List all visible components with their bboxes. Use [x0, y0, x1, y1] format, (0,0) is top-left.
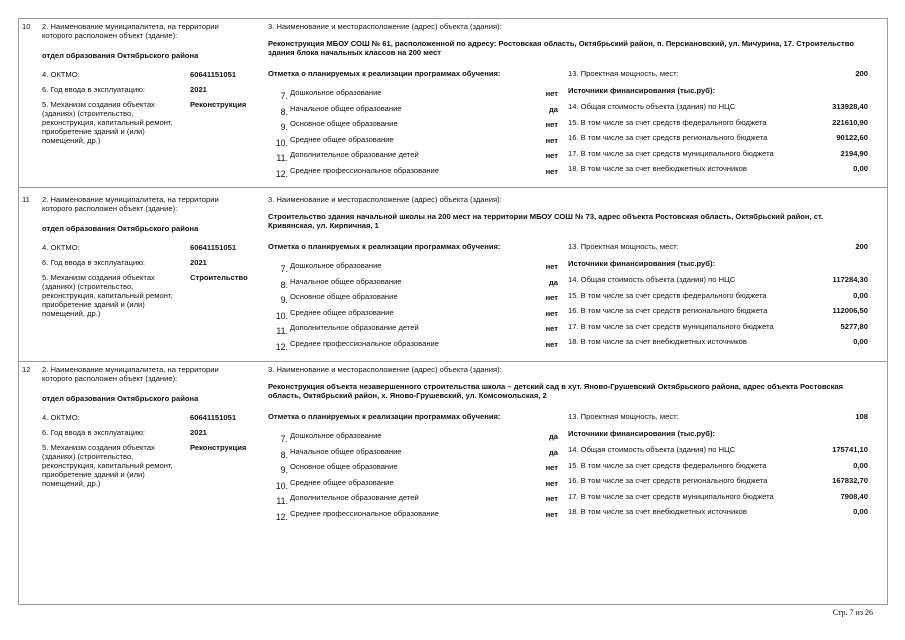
programs-label: Отметка о планируемых к реализации программах обучения:	[268, 412, 501, 421]
program-label: Дошкольное образование	[290, 261, 382, 270]
finance-item-value: 0,00	[853, 290, 868, 300]
finance-item-value: 0,00	[853, 507, 868, 516]
program-label: Дополнительное образование детей	[290, 150, 419, 159]
program-value: нет	[545, 339, 558, 349]
program-label: Дополнительное образование детей	[290, 493, 419, 502]
program-number: 7.	[280, 434, 288, 444]
program-value: да	[548, 447, 558, 457]
object-value: Реконструкция объекта незавершенного строительства школа – детский сад в хут. Яново-Грушевский Октябрьского района, адрес объекта Ростовская область, Октябрьский район, х. Яново-Грушевский, ул. Комсомольская, 2	[268, 382, 844, 401]
municipality-label: 2. Наименование муниципалитета, на территории которого расположен объект (здание):	[42, 22, 219, 41]
finance-item-label: 15. В том числе за счет средств федерального бюджета	[568, 290, 767, 300]
program-value: да	[548, 277, 558, 287]
program-value: нет	[545, 308, 558, 318]
program-value: нет	[545, 494, 558, 503]
capacity-value: 200	[855, 69, 868, 78]
record-number: 12	[22, 365, 31, 374]
capacity-label: 13. Проектная мощность, мест:	[568, 242, 679, 251]
program-number: 12.	[275, 511, 288, 522]
program-label: Среднее общее образование	[290, 477, 394, 487]
year-value: 2021	[190, 258, 207, 267]
object-label: 3. Наименование и месторасположение (адрес) объекта (здания):	[268, 22, 502, 31]
program-label: Основное общее образование	[290, 119, 398, 128]
capacity-label: 13. Проектная мощность, мест:	[568, 412, 679, 421]
finance-item-label: 17. В том числе за счет средств муниципального бюджета	[568, 321, 774, 331]
program-value: нет	[545, 166, 558, 176]
program-number: 11.	[276, 153, 288, 163]
finance-item-label: 17. В том числе за счет средств муниципального бюджета	[568, 491, 774, 501]
program-value: нет	[545, 509, 558, 519]
finance-item-value: 0,00	[853, 460, 868, 470]
mechanism-value: Реконструкция	[190, 443, 247, 452]
program-value: нет	[545, 151, 558, 160]
program-value: нет	[545, 120, 558, 129]
finance-item-label: 14. Общая стоимость объекта (здания) по НЦС	[568, 275, 736, 284]
finance-label: Источники финансирования (тыс.руб):	[568, 259, 716, 268]
oktmo-label: 4. ОКТМО:	[42, 243, 80, 252]
oktmo-label: 4. ОКТМО:	[42, 70, 80, 79]
mechanism-value: Реконструкция	[190, 100, 247, 109]
finance-item-value: 112006,50	[832, 306, 868, 315]
municipality-value: отдел образования Октябрьского района	[42, 224, 199, 233]
program-number: 8.	[280, 279, 288, 290]
finance-item-value: 0,00	[853, 337, 868, 346]
program-label: Дополнительное образование детей	[290, 323, 419, 332]
capacity-label: 13. Проектная мощность, мест:	[568, 69, 679, 78]
finance-item-value: 2194,90	[840, 148, 868, 158]
program-label: Основное общее образование	[290, 462, 398, 471]
program-number: 9.	[280, 122, 288, 132]
oktmo-label: 4. ОКТМО:	[42, 413, 80, 422]
program-label: Среднее профессиональное образование	[290, 165, 439, 175]
finance-item-label: 14. Общая стоимость объекта (здания) по НЦС	[568, 102, 736, 111]
finance-item-label: 17. В том числе за счет средств муниципального бюджета	[568, 148, 774, 158]
program-value: да	[548, 104, 558, 114]
finance-item-value: 167832,70	[832, 476, 868, 485]
oktmo-value: 60641151051	[190, 70, 237, 79]
year-label: 6. Год ввода в эксплуатацию:	[42, 258, 145, 267]
object-value: Строительство здания начальной школы на 200 мест на территории МБОУ СОШ № 73, адрес объекта Ростовская область, Октябрьский район, ст. Кривянская, ул. Кирпичная, 1	[268, 212, 824, 231]
finance-item-value: 0,00	[853, 164, 868, 173]
program-number: 10.	[275, 310, 288, 321]
program-number: 9.	[280, 295, 288, 305]
program-value: нет	[545, 293, 558, 302]
program-number: 9.	[280, 465, 288, 475]
program-number: 12.	[275, 341, 288, 352]
program-value: нет	[545, 89, 558, 98]
program-label: Среднее общее образование	[290, 134, 394, 144]
finance-label: Источники финансирования (тыс.руб):	[568, 429, 716, 438]
finance-item-label: 16. В том числе за счет средств регионального бюджета	[568, 133, 768, 142]
program-number: 7.	[280, 264, 288, 274]
programs-label: Отметка о планируемых к реализации программах обучения:	[268, 69, 501, 78]
program-number: 11.	[276, 496, 288, 506]
finance-item-label: 18. В том числе за счет внебюджетных источников	[568, 337, 747, 346]
record-number: 11	[22, 195, 30, 204]
program-label: Среднее общее образование	[290, 307, 394, 317]
program-value: нет	[545, 324, 558, 333]
mechanism-label: 5. Механизм создания объектах (зданиях) (строительство, реконструкция, капитальный ремонт, приобретение зданий и (или) помещений, др.)	[42, 443, 173, 489]
municipality-value: отдел образования Октябрьского района	[42, 51, 199, 60]
program-number: 12.	[275, 168, 288, 179]
program-label: Среднее профессиональное образование	[290, 338, 439, 348]
object-label: 3. Наименование и месторасположение (адрес) объекта (здания):	[268, 365, 502, 374]
oktmo-value: 60641151051	[190, 243, 237, 252]
finance-item-value: 5277,80	[840, 321, 868, 331]
municipality-label: 2. Наименование муниципалитета, на территории которого расположен объект (здание):	[42, 195, 219, 214]
finance-item-label: 18. В том числе за счет внебюджетных источников	[568, 507, 747, 516]
finance-item-value: 117284,30	[832, 275, 868, 284]
mechanism-label: 5. Механизм создания объектах (зданиях) (строительство, реконструкция, капитальный ремонт, приобретение зданий и (или) помещений, др.)	[42, 273, 173, 319]
program-value: нет	[545, 135, 558, 145]
finance-item-value: 175741,10	[832, 445, 868, 454]
program-label: Начальное общее образование	[290, 446, 402, 456]
finance-item-label: 15. В том числе за счет средств федерального бюджета	[568, 460, 767, 470]
finance-item-value: 90122,60	[836, 133, 868, 142]
mechanism-value: Строительство	[190, 273, 248, 282]
finance-item-value: 221610,90	[832, 117, 868, 127]
finance-label: Источники финансирования (тыс.руб):	[568, 86, 716, 95]
finance-item-label: 16. В том числе за счет средств регионального бюджета	[568, 476, 768, 485]
record-separator	[19, 187, 887, 188]
programs-label: Отметка о планируемых к реализации программах обучения:	[268, 242, 501, 251]
oktmo-value: 60641151051	[190, 413, 237, 422]
record-number: 10	[22, 22, 31, 31]
program-value: нет	[545, 478, 558, 488]
object-label: 3. Наименование и месторасположение (адрес) объекта (здания):	[268, 195, 502, 204]
program-number: 10.	[275, 137, 288, 148]
year-value: 2021	[190, 85, 207, 94]
program-number: 7.	[280, 91, 288, 101]
finance-item-value: 313928,40	[832, 102, 868, 111]
page-number: Стр. 7 из 26	[832, 608, 873, 617]
program-number: 10.	[275, 480, 288, 491]
finance-item-label: 18. В том числе за счет внебюджетных источников	[568, 164, 747, 173]
year-label: 6. Год ввода в эксплуатацию:	[42, 85, 145, 94]
year-label: 6. Год ввода в эксплуатацию:	[42, 428, 145, 437]
finance-item-label: 14. Общая стоимость объекта (здания) по НЦС	[568, 445, 736, 454]
capacity-value: 200	[855, 242, 868, 251]
municipality-value: отдел образования Октябрьского района	[42, 394, 199, 403]
object-value: Реконструкция МБОУ СОШ № 61, расположенной по адресу: Ростовская область, Октябрьский район, п. Персиановский, ул. Мичурина, 17. Строительство здания блока начальных классов на 200 мест	[268, 39, 854, 58]
program-value: нет	[545, 463, 558, 472]
municipality-label: 2. Наименование муниципалитета, на территории которого расположен объект (здание):	[42, 365, 219, 384]
program-label: Начальное общее образование	[290, 276, 402, 286]
program-label: Дошкольное образование	[290, 431, 382, 440]
program-label: Начальное общее образование	[290, 103, 402, 113]
mechanism-label: 5. Механизм создания объектах (зданиях) (строительство, реконструкция, капитальный ремонт, приобретение зданий и (или) помещений, др.)	[42, 100, 173, 146]
program-number: 8.	[280, 106, 288, 117]
program-number: 8.	[280, 449, 288, 460]
program-label: Основное общее образование	[290, 292, 398, 301]
program-value: да	[548, 432, 558, 441]
program-label: Среднее профессиональное образование	[290, 508, 439, 518]
program-number: 11.	[276, 326, 288, 336]
finance-item-label: 15. В том числе за счет средств федерального бюджета	[568, 117, 767, 127]
year-value: 2021	[190, 428, 207, 437]
program-value: нет	[545, 262, 558, 271]
program-label: Дошкольное образование	[290, 88, 382, 97]
record-separator	[19, 361, 887, 362]
capacity-value: 108	[855, 412, 868, 421]
finance-item-value: 7908,40	[840, 491, 868, 501]
finance-item-label: 16. В том числе за счет средств регионального бюджета	[568, 306, 768, 315]
